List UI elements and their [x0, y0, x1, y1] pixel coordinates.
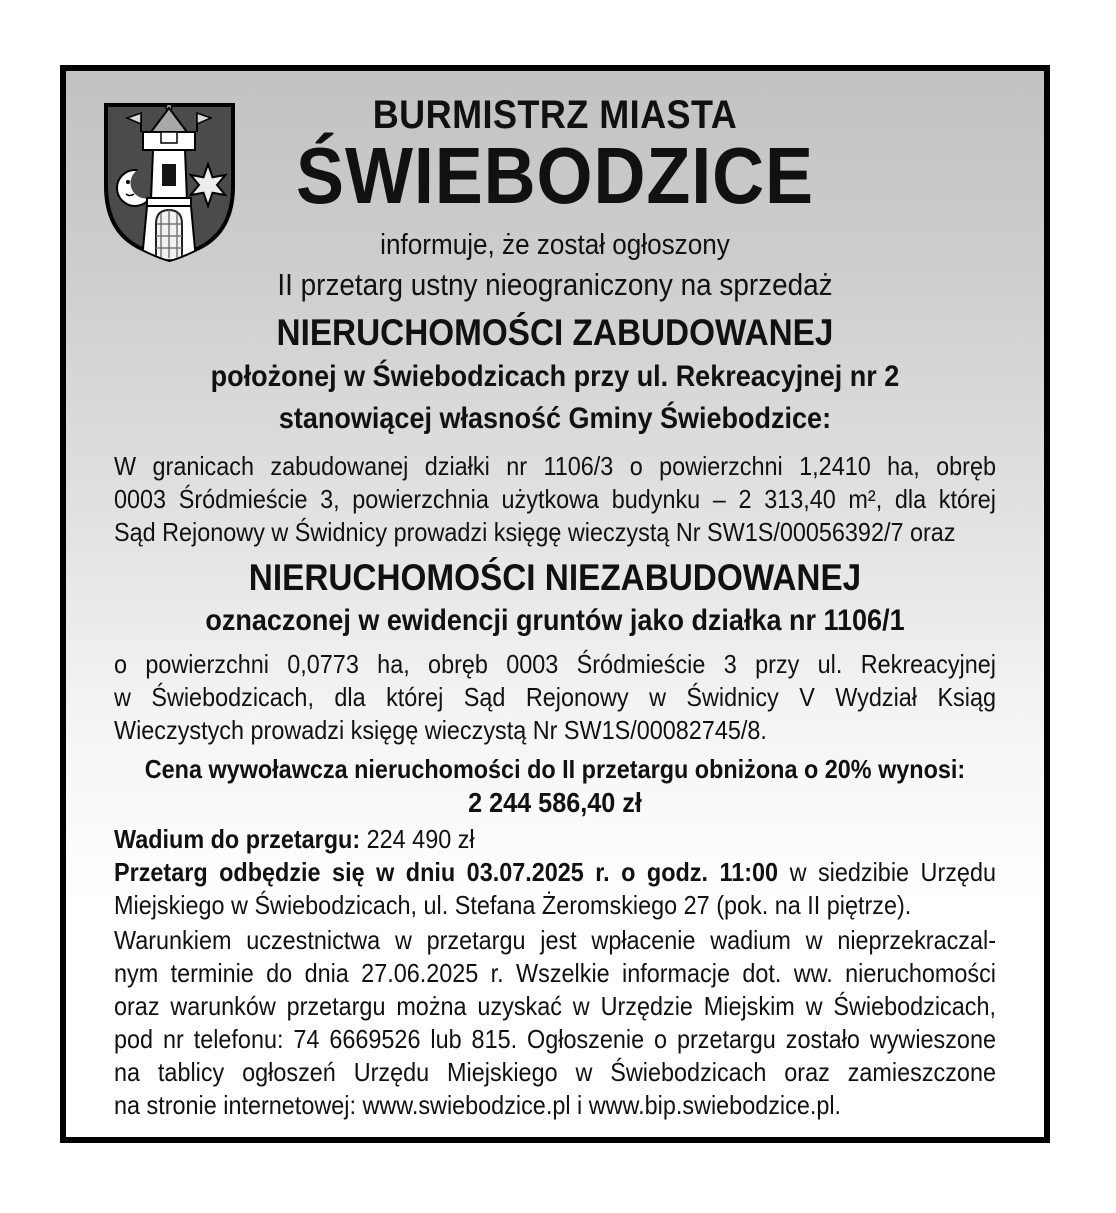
text-line: Miejskiego w Świebodzicach, ul. Stefana Żeromskiego 27 (pok. na II piętrze).	[114, 890, 912, 920]
text-line: Warunkiem uczestnictwa w przetargu jest wpłacenie wadium w nieprzekraczal-	[114, 925, 997, 955]
section-subtitle-built-1: położonej w Świebodzicach przy ul. Rekreacyjnej nr 2	[210, 360, 900, 393]
deposit-label: Wadium do przetargu:	[114, 824, 361, 854]
section-subtitle-unbuilt: oznaczonej w ewidencji gruntów jako działka nr 1106/1	[205, 604, 905, 637]
text-line: oraz warunków przetargu można uzyskać w Urzędzie Miejskim w Świebodzicach,	[114, 991, 997, 1021]
property-built-description	[114, 450, 996, 549]
announce-line: informuje, że został ogłoszony	[380, 229, 730, 261]
auction-date-rest: w siedzibie Urzędu	[778, 857, 997, 887]
text-line: w Świebodzicach, dla której Sąd Rejonowy w Świdnicy V Wydział Ksiąg	[114, 682, 997, 712]
price-label: Cena wywoławcza nieruchomości do II przetargu obniżona o 20% wynosi:	[144, 754, 966, 784]
auction-date-bold: Przetarg odbędzie się w dniu 03.07.2025 r. o godz. 11:00	[114, 857, 779, 887]
section-subtitle-built-2: stanowiącej własność Gminy Świebodzice:	[278, 402, 832, 435]
section-title-unbuilt: NIERUCHOMOŚCI NIEZABUDOWANEJ	[248, 557, 862, 598]
text-line	[114, 856, 996, 889]
notice-border-box	[60, 65, 1050, 1143]
text-line: na tablicy ogłoszeń Urzędu Miejskiego w Świebodzicach oraz zamieszczone	[114, 1057, 997, 1087]
section-title-built: NIERUCHOMOŚCI ZABUDOWANEJ	[276, 312, 834, 353]
auction-date-paragraph	[114, 856, 996, 922]
info-paragraph	[114, 924, 996, 1122]
text-line: W granicach zabudowanej działki nr 1106/3 o powierzchni 1,2410 ha, obręb	[114, 451, 997, 481]
text-line: pod nr telefonu: 74 6669526 lub 815. Ogłoszenie o przetargu zostało wywieszone	[114, 1024, 997, 1054]
text-line: 0003 Śródmieście 3, powierzchnia użytkowa budynku – 2 313,40 m², dla której	[114, 484, 997, 514]
deposit-line	[114, 822, 996, 856]
header-pretitle: BURMISTRZ MIASTA	[372, 93, 738, 137]
text-line: nym terminie do dnia 27.06.2025 r. Wszelkie informacje dot. ww. nieruchomości	[114, 958, 997, 988]
property-unbuilt-description	[114, 648, 996, 747]
city-name: ŚWIEBODZICE	[296, 131, 814, 220]
auction-type-line: II przetarg ustny nieograniczony na sprzedaż	[277, 267, 833, 302]
text-line: Wieczystych prowadzi księgę wieczystą Nr SW1S/00082745/8.	[114, 715, 767, 745]
content-column	[114, 95, 996, 1122]
text-line: Sąd Rejonowy w Świdnicy prowadzi księgę wieczystą Nr SW1S/00056392/7 oraz	[114, 517, 956, 547]
price-amount: 2 244 586,40 zł	[468, 787, 642, 818]
text-line: na stronie internetowej: www.swiebodzice.pl i www.bip.swiebodzice.pl.	[114, 1090, 842, 1120]
text-line: o powierzchni 0,0773 ha, obręb 0003 Śródmieście 3 przy ul. Rekreacyjnej	[114, 649, 997, 679]
deposit-value: 224 490 zł	[360, 824, 475, 854]
